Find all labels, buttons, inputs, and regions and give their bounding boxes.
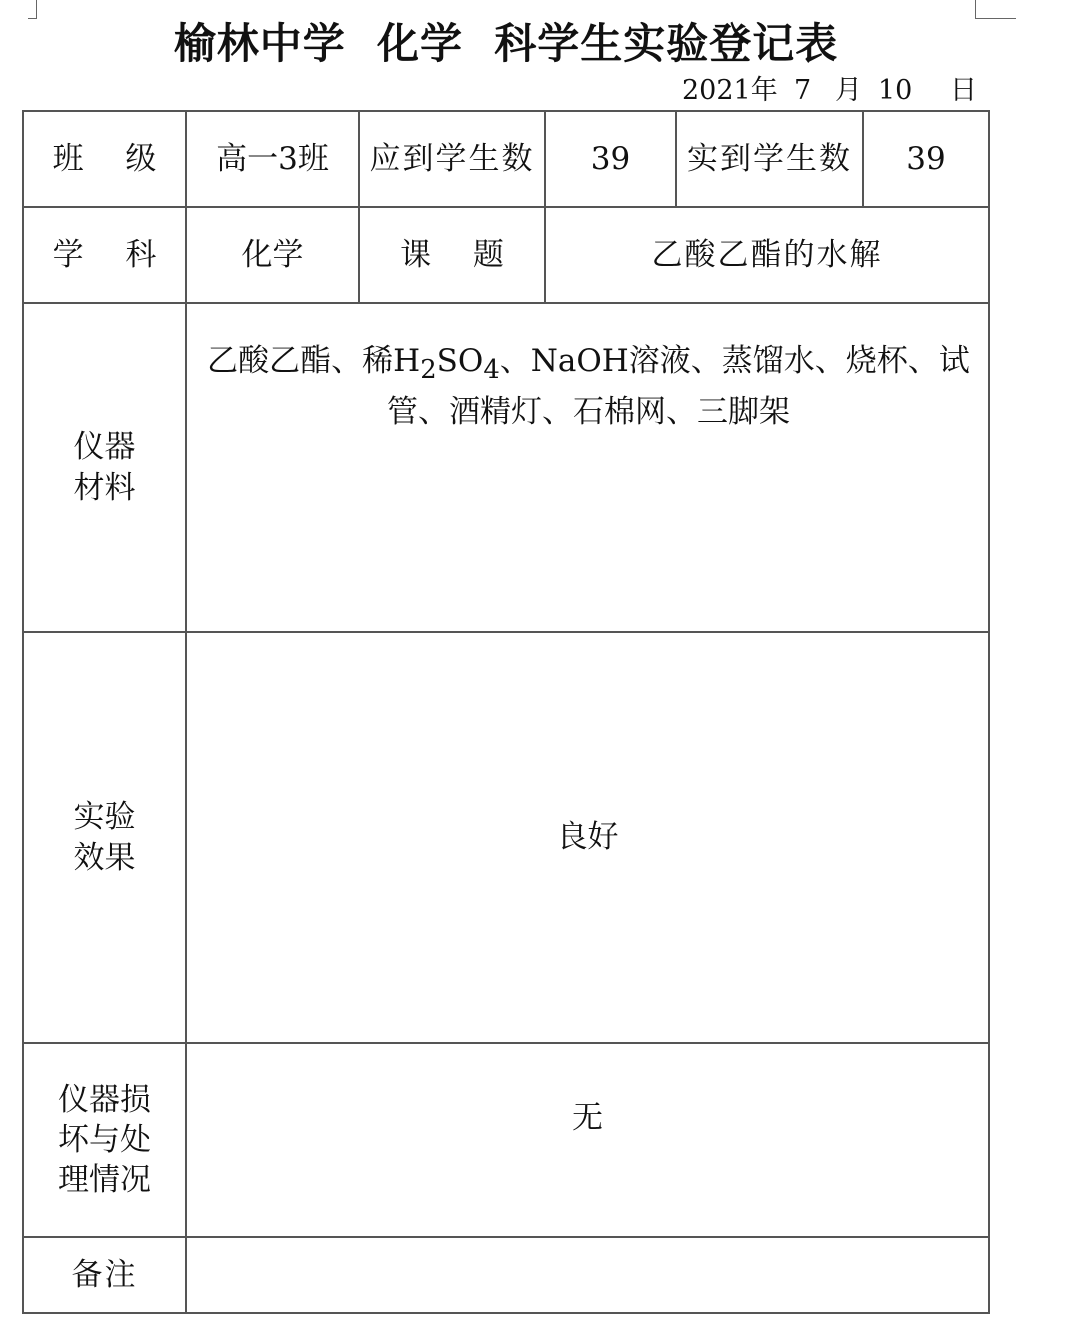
date-day: 10 (878, 75, 913, 106)
materials-cell (186, 303, 989, 632)
effect-label-line2: 效果 (73, 839, 136, 876)
materials-text-pre: 乙酸乙酯、稀H (207, 343, 421, 379)
table-row (23, 207, 989, 303)
damage-label-line2: 坏与处 (58, 1121, 151, 1158)
expected-students-label: 应到学生数 (359, 111, 545, 207)
remarks-value (186, 1237, 989, 1313)
effect-label (23, 632, 186, 1043)
damage-label (23, 1043, 186, 1237)
table-row (23, 1043, 989, 1237)
date-month-unit: 月 (835, 75, 862, 106)
date-month: 7 (794, 75, 812, 106)
topic-value: 乙酸乙酯的水解 (545, 207, 989, 303)
table-row (23, 111, 989, 207)
damage-label-line1: 仪器损 (58, 1081, 151, 1118)
table-row (23, 303, 989, 632)
remarks-label: 备注 (23, 1237, 186, 1313)
materials-subscript-2: 2 (420, 355, 437, 386)
materials-subscript-4: 4 (483, 355, 500, 386)
class-value: 高一3班 (186, 111, 359, 207)
effect-value: 良好 (186, 632, 989, 1043)
effect-label-line1: 实验 (73, 799, 136, 836)
materials-text-post: 、NaOH溶液、蒸馏水、烧杯、试管、酒精灯、石棉网、三脚架 (387, 343, 970, 431)
registration-table (22, 110, 990, 1314)
actual-students-label: 实到学生数 (676, 111, 863, 207)
subject-value: 化学 (186, 207, 359, 303)
damage-label-line3: 理情况 (58, 1162, 151, 1199)
materials-text-mid: SO (436, 343, 484, 379)
class-label: 班 级 (23, 111, 186, 207)
actual-students-value: 39 (863, 111, 989, 207)
damage-value: 无 (186, 1043, 989, 1237)
date-day-unit: 日 (950, 75, 977, 106)
form-title: 榆林中学 化学 科学生实验登记表 (173, 19, 839, 68)
materials-label-line2: 材料 (73, 469, 136, 506)
materials-label (23, 303, 186, 632)
expected-students-value: 39 (545, 111, 676, 207)
table-row (23, 632, 989, 1043)
materials-value (187, 304, 988, 433)
topic-label: 课 题 (359, 207, 545, 303)
materials-label-line1: 仪器 (73, 429, 136, 466)
date-year: 2021年 (682, 75, 778, 106)
table-row (23, 1237, 989, 1313)
subject-label: 学 科 (23, 207, 186, 303)
